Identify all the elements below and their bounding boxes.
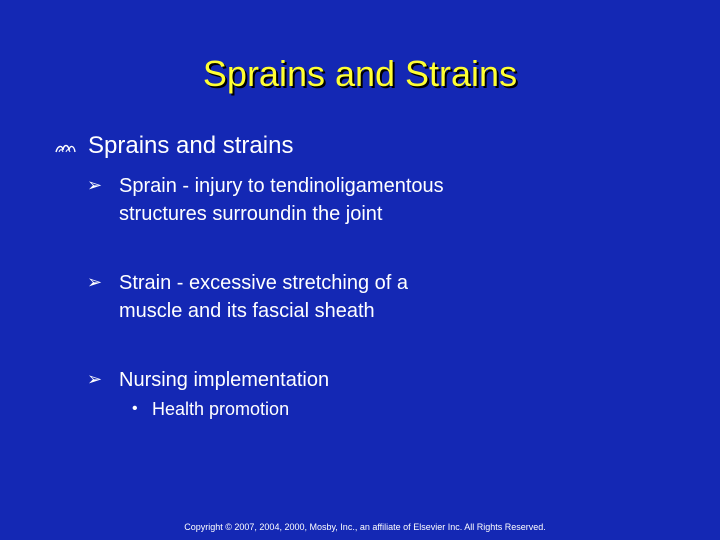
dot-bullet-icon: •	[132, 400, 138, 417]
bullet-sprain-line1: Sprain - injury to tendinoligamentous	[119, 175, 444, 197]
arrowhead-bullet-icon: ➢	[87, 272, 103, 293]
bullet-level1-text: Sprains and strains	[88, 132, 294, 159]
bullet-strain-text	[119, 269, 549, 325]
copyright-footer: Copyright © 2007, 2004, 2000, Mosby, Inc., an affiliate of Elsevier Inc. All Rights Reserved.	[184, 522, 546, 532]
bullet-sprain-line2: structures surroundin the joint	[119, 203, 383, 225]
bullet-strain	[87, 269, 549, 325]
bullet-nursing-text: Nursing implementation	[119, 369, 330, 391]
bullet-level1	[54, 131, 293, 161]
slide-title: Sprains and Strains	[202, 53, 518, 94]
bullet-health-promotion	[132, 397, 289, 421]
arrowhead-bullet-icon: ➢	[87, 175, 103, 196]
bullet-nursing	[87, 366, 549, 394]
bullet-strain-line1: Strain - excessive stretching of a	[119, 272, 409, 294]
arrowhead-bullet-icon: ➢	[87, 369, 103, 390]
bullet-health-promotion-text: Health promotion	[152, 399, 290, 419]
flower-bullet-icon	[54, 131, 88, 161]
bullet-sprain	[87, 172, 549, 228]
bullet-strain-line2: muscle and its fascial sheath	[119, 300, 375, 322]
bullet-sprain-text	[119, 172, 549, 228]
